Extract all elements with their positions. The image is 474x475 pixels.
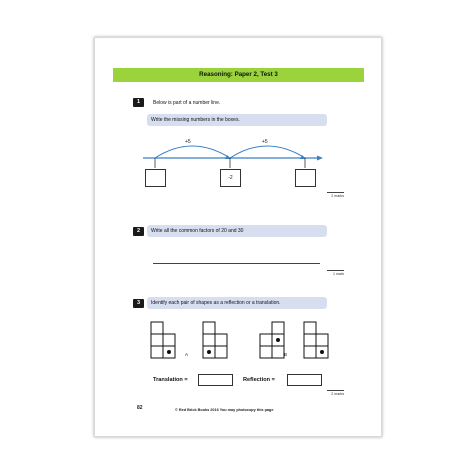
jump-arc-right [230, 146, 305, 158]
worksheet-page [94, 37, 382, 437]
line-arrow-icon [317, 156, 323, 161]
translation-label: Translation = [153, 377, 188, 383]
page-number: 82 [137, 405, 143, 411]
question-number-3: 3 [133, 299, 144, 308]
step-label-right: +5 [262, 139, 268, 145]
jump-arc-left [155, 146, 230, 158]
given-value-box: -2 [220, 169, 241, 187]
question-1-marks: 2 marks [331, 194, 344, 198]
dot-marker [167, 350, 171, 354]
translation-answer-box[interactable] [198, 374, 233, 386]
shape-b-image [304, 322, 328, 358]
answer-line[interactable] [153, 263, 320, 264]
question-3-instruction: Identify each pair of shapes as a reflection or a translation. [147, 297, 327, 309]
marks-rule [327, 390, 344, 391]
shape-a-image [203, 322, 227, 358]
answer-box-right[interactable] [295, 169, 316, 187]
question-2-instruction: Write all the common factors of 20 and 30 [147, 225, 327, 237]
shape-pair-label-a: A [185, 352, 189, 357]
shape-b-original [260, 322, 284, 358]
reflection-answer-box[interactable] [287, 374, 322, 386]
question-number-1: 1 [133, 98, 144, 107]
marks-rule [327, 192, 344, 193]
marks-rule [327, 270, 344, 271]
dot-marker [320, 350, 324, 354]
reflection-label: Reflection = [243, 377, 275, 383]
step-label-left: +5 [185, 139, 191, 145]
question-number-2: 2 [133, 227, 144, 236]
question-1-text: Below is part of a number line. [153, 100, 221, 106]
question-3-marks: 2 marks [331, 392, 344, 396]
question-1-instruction: Write the missing numbers in the boxes. [147, 114, 327, 126]
answer-box-left[interactable] [145, 169, 166, 187]
shape-pair-label-b: B [284, 352, 288, 357]
copyright-notice: © Red Brick Books 2016 You may photocopy this page [175, 408, 274, 412]
page-title: Reasoning: Paper 2, Test 3 [113, 68, 364, 82]
question-2-marks: 1 mark [333, 272, 344, 276]
dot-marker [207, 350, 211, 354]
shapes-diagram [149, 320, 334, 360]
shape-a-original [151, 322, 175, 358]
dot-marker [276, 338, 280, 342]
